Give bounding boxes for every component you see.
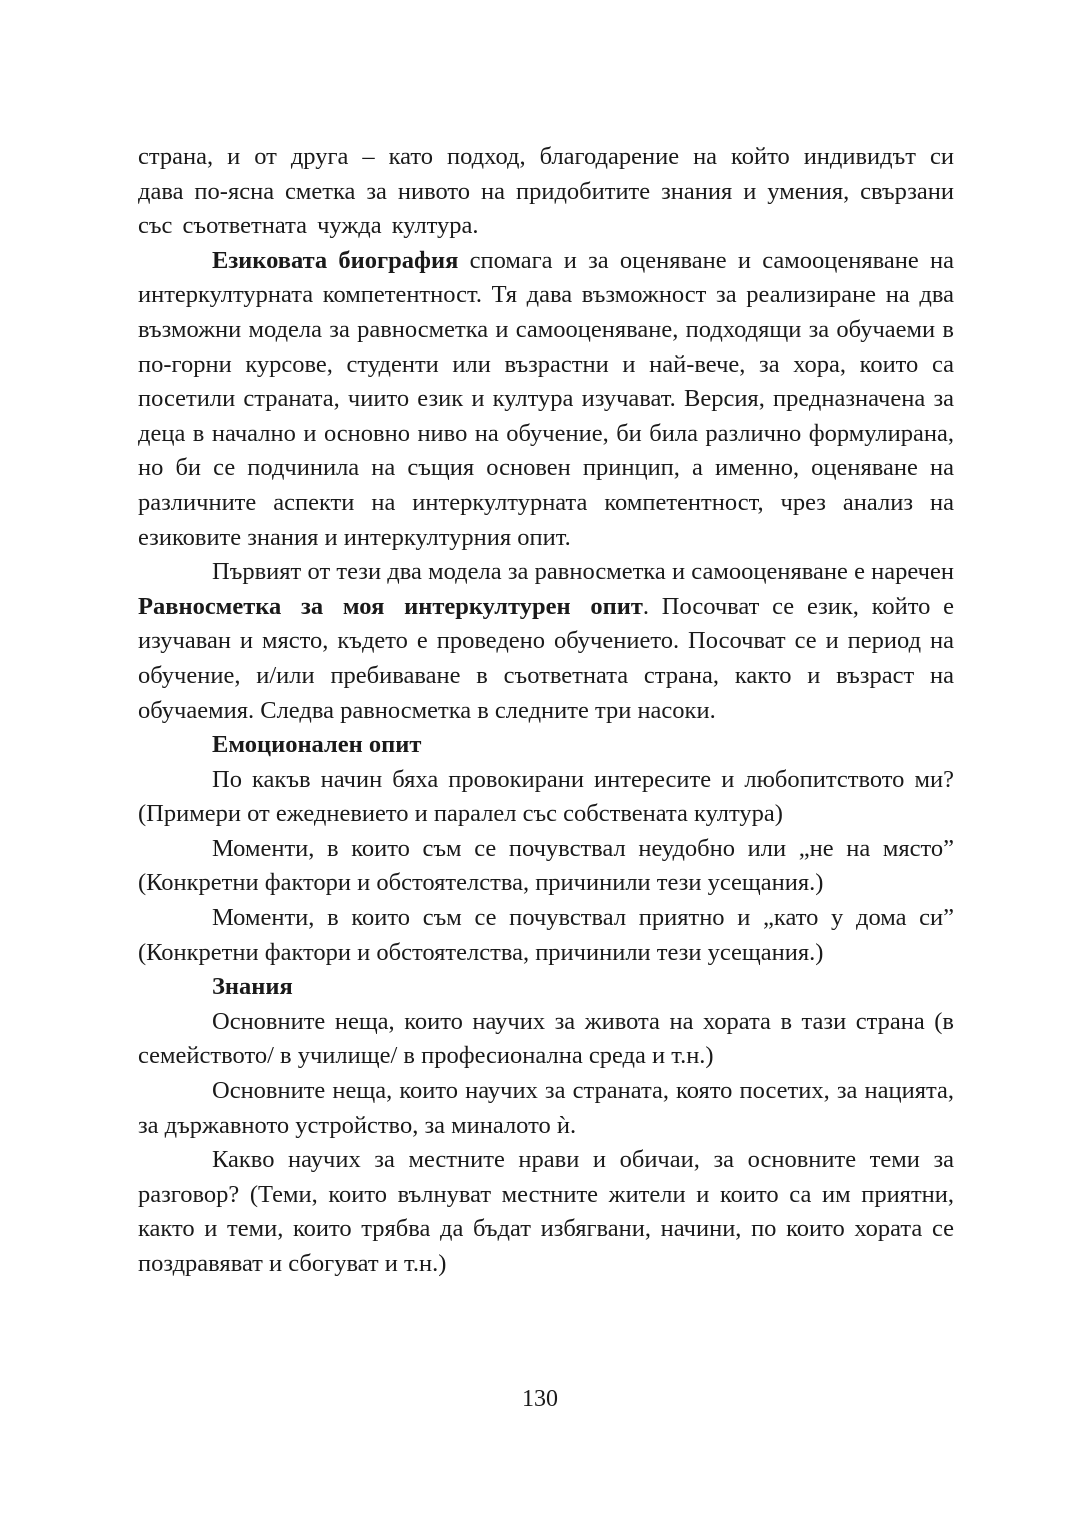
paragraph-uncomfortable-moments: Моменти, в които съм се почувствал неудобно или „не на място” (Конкретни фактори и обстоятелства, причинили тези усещания.) [138, 834, 954, 897]
paragraph-customs: Какво научих за местните нрави и обичаи, за основните теми за разговор? (Теми, които вълнуват местните жители и които са им приятни, както и теми, които трябва да бъдат избягвани, начини, по които хората се поздравяват и сбогуват и т.н.) [138, 1146, 954, 1277]
heading-knowledge: Знания [212, 973, 293, 1001]
paragraph-interests [138, 763, 954, 832]
paragraph-first-model-text: . Посочват се език, който е изучаван и място, където е проведено обучението. Посочват се и период на обучение, и/или пребиваване в съответната страна, както и възраст на обучаемия. Следва равносметка в следните три насоки. [138, 592, 955, 724]
paragraph-language-biography-text: спомага и за оценяване и самооценяване на интеркултурната компетентност. Тя дава възможност за реализиране на два възможни модела за равносметка и самооценяване, подходящи за обучаеми в по-горни курсове, студенти или възрастни и най-вече, за хора, които са посетили страната, чиито език и култура изучават. Версия, предназначена за деца в начално и основно ниво на обучение, би била различно формулирана, но би се подчинила на същия основен принцип, а именно, оценяване на различните аспекти на интеркултурната компетентност, чрез анализ на езиковите знания и интеркултурния опит. [138, 246, 954, 551]
term-intercultural-review: Равносметка за моя интеркултурен опит [138, 592, 643, 620]
paragraph-country-facts: Основните неща, които научих за страната, която посетих, за нацията, за държавното устройство, за миналото ѝ. [138, 1077, 954, 1139]
paragraph-language-biography [138, 244, 954, 555]
paragraph-intro-continuation: страна, и от друга – като подход, благодарение на който индивидът си дава по-ясна сметка за нивото на придобитите знания и умения, свързани със съответната чужда култура. [138, 143, 954, 240]
page-body [138, 140, 954, 1282]
term-language-biography: Езиковата биография [212, 246, 459, 274]
paragraph-first-model-lead: Първият от тези два модела за равносметка и самооценяване е наречен [212, 558, 954, 586]
page-number: 130 [522, 1386, 558, 1412]
paragraph-first-model [138, 555, 954, 728]
paragraph-interests-question: По какъв начин бяха провокирани интересите и любопитството ми? [212, 765, 954, 793]
paragraph-interests-note: (Примери от ежедневието и паралел със собствената култура) [138, 800, 783, 828]
paragraph-pleasant-moments: Моменти, в които съм се почувствал приятно и „като у дома си” (Конкретни фактори и обстоятелства, причинили тези усещания.) [138, 904, 954, 966]
heading-emotional-experience: Емоционален опит [212, 731, 422, 759]
paragraph-people-life: Основните неща, които научих за живота на хората в тази страна (в семейството/ в училище/ в професионална среда и т.н.) [138, 1007, 954, 1070]
